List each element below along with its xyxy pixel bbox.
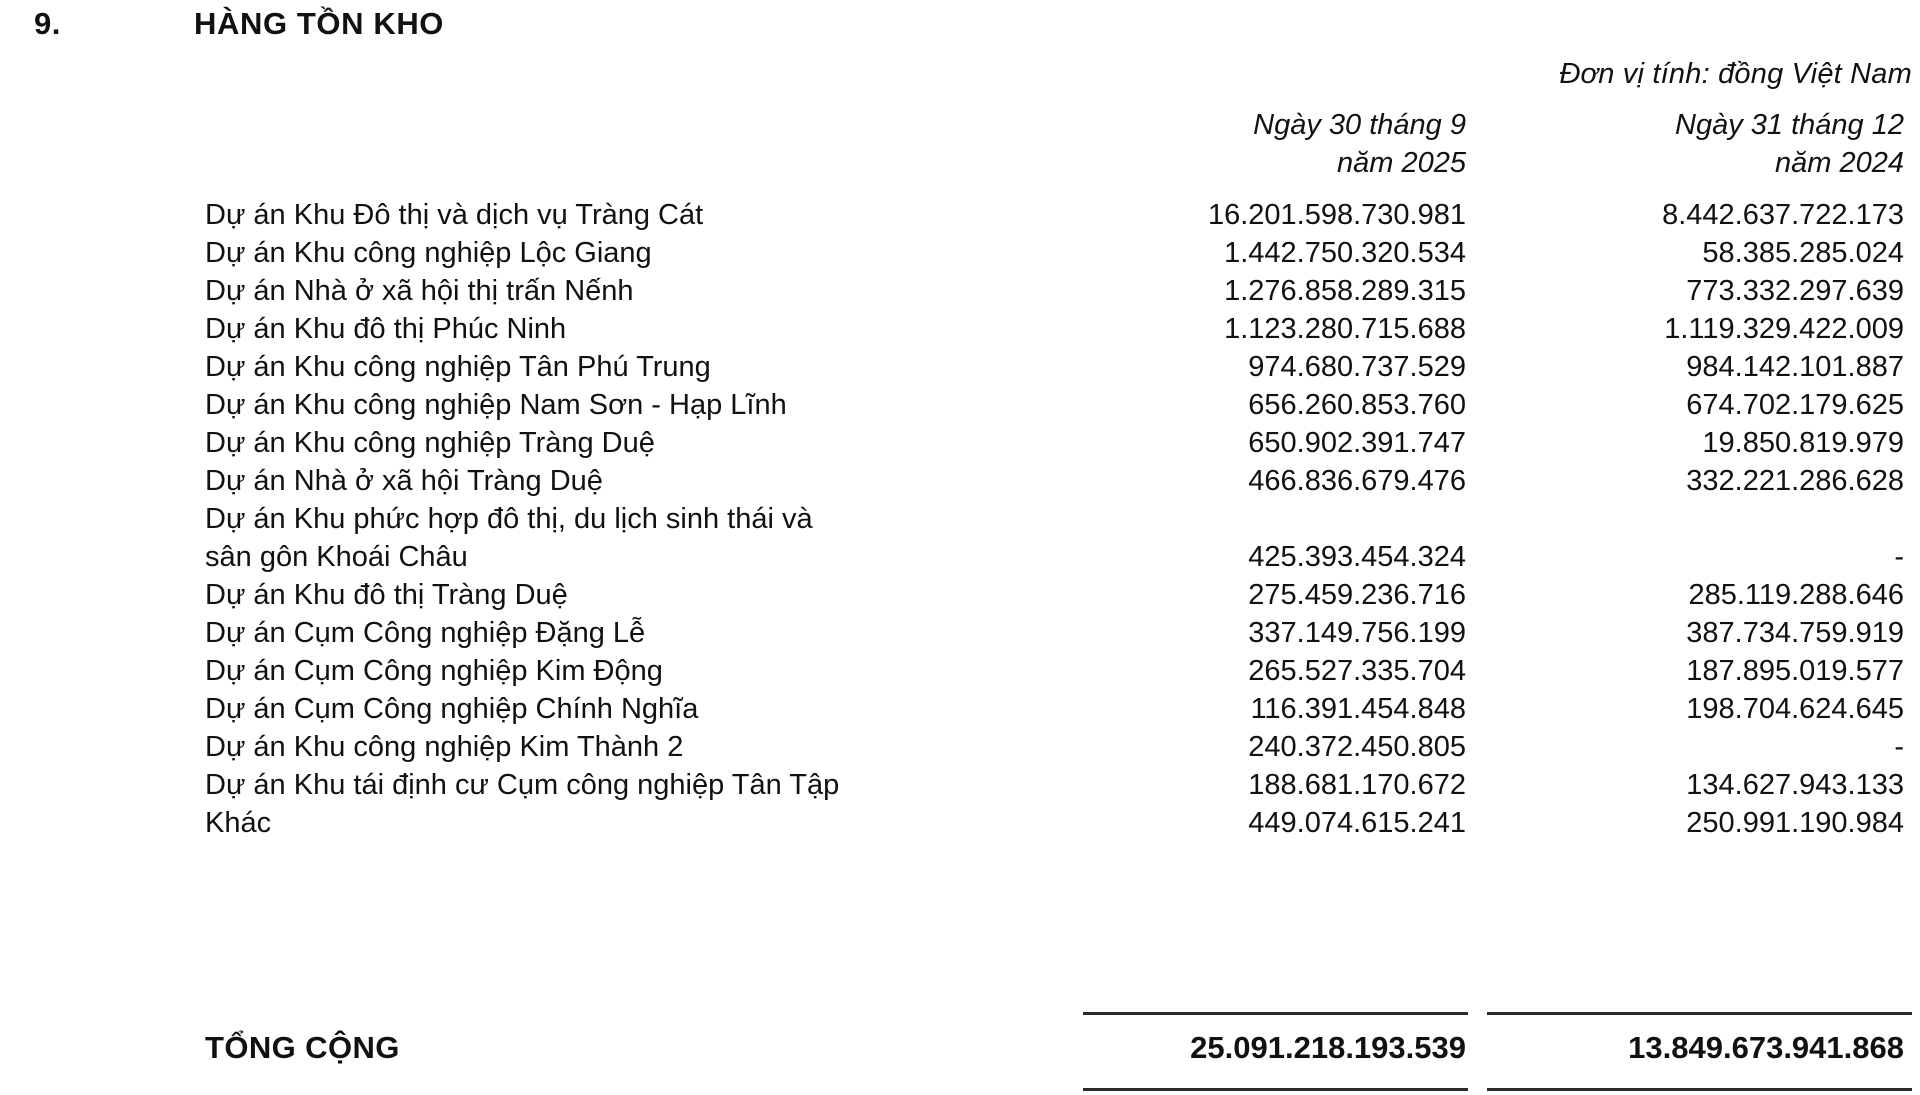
row-value-current: 1.442.750.320.534 [1224,237,1466,269]
page-title: HÀNG TỒN KHO [194,6,445,41]
total-rule-top-current [1083,1012,1468,1015]
inventory-table [0,196,1920,842]
row-value-current: 116.391.454.848 [1250,693,1466,725]
row-label: Dự án Khu công nghiệp Tân Phú Trung [205,351,711,383]
total-rule-bottom-current [1083,1088,1468,1091]
row-value-current: 466.836.679.476 [1248,465,1466,497]
row-value-current: 1.123.280.715.688 [1224,313,1466,345]
column-header-current-period [1080,106,1480,183]
row-value-current: 425.393.454.324 [1248,541,1466,573]
total-rule-top-prior [1487,1012,1912,1015]
row-value-prior: 1.119.329.422.009 [1664,313,1904,345]
row-value-current: 337.149.756.199 [1248,617,1466,649]
row-value-prior: 8.442.637.722.173 [1662,199,1904,231]
table-row [0,576,1920,614]
row-value-prior: 187.895.019.577 [1686,655,1904,687]
column-headers [0,106,1920,183]
row-label: Dự án Khu đô thị Tràng Duệ [205,579,568,611]
row-value-prior: 198.704.624.645 [1686,693,1904,725]
row-value-current: 974.680.737.529 [1248,351,1466,383]
table-row [0,614,1920,652]
row-label: Dự án Khu phức hợp đô thị, du lịch sinh thái và [205,503,813,535]
row-value-prior: - [1894,731,1904,763]
row-label: Dự án Khu công nghiệp Tràng Duệ [205,427,655,459]
column-header-current-line2: năm 2025 [1337,147,1466,180]
table-row [0,690,1920,728]
row-label: Dự án Cụm Công nghiệp Đặng Lễ [205,617,646,649]
table-row [0,766,1920,804]
row-label: Dự án Khu công nghiệp Lộc Giang [205,237,652,269]
table-row [0,728,1920,766]
row-value-current: 188.681.170.672 [1248,769,1466,801]
row-value-prior: 134.627.943.133 [1686,769,1904,801]
row-label: Dự án Khu tái định cư Cụm công nghiệp Tân Tập [205,769,840,801]
row-label: Dự án Cụm Công nghiệp Kim Động [205,655,663,687]
row-value-prior: 58.385.285.024 [1702,237,1904,269]
column-header-prior-period [1480,106,1912,183]
table-row [0,500,1920,538]
total-value-current: 25.091.218.193.539 [1190,1030,1466,1065]
column-header-prior-line2: năm 2024 [1775,147,1904,180]
table-row [0,804,1920,842]
row-value-prior: 984.142.101.887 [1686,351,1904,383]
row-value-current: 265.527.335.704 [1248,655,1466,687]
row-label: Dự án Nhà ở xã hội Tràng Duệ [205,465,603,497]
row-label: Dự án Khu công nghiệp Nam Sơn - Hạp Lĩnh [205,389,787,421]
row-label: Dự án Cụm Công nghiệp Chính Nghĩa [205,693,699,725]
total-label: TỔNG CỘNG [205,1030,400,1065]
row-label: Dự án Khu công nghiệp Kim Thành 2 [205,731,684,763]
row-value-current: 449.074.615.241 [1248,807,1466,839]
row-value-prior: 387.734.759.919 [1686,617,1904,649]
table-row [0,348,1920,386]
row-value-prior: - [1894,541,1904,573]
header-spacer [0,106,1080,183]
row-value-prior: 674.702.179.625 [1686,389,1904,421]
row-value-current: 1.276.858.289.315 [1224,275,1466,307]
column-header-current-line1: Ngày 30 tháng 9 [1253,109,1466,141]
table-row [0,310,1920,348]
row-label: Khác [205,807,272,839]
row-value-current: 16.201.598.730.981 [1207,199,1466,231]
table-row [0,272,1920,310]
row-label: Dự án Nhà ở xã hội thị trấn Nếnh [205,275,634,307]
row-value-current: 656.260.853.760 [1248,389,1466,421]
note-number: 9. [34,6,61,41]
row-value-prior: 250.991.190.984 [1686,807,1904,839]
table-row [0,386,1920,424]
row-value-current: 275.459.236.716 [1248,579,1466,611]
table-row [0,462,1920,500]
row-label: Dự án Khu Đô thị và dịch vụ Tràng Cát [205,199,704,231]
row-label: Dự án Khu đô thị Phúc Ninh [205,313,567,345]
table-row [0,538,1920,576]
total-row [0,1030,1920,1066]
currency-unit-note: Đơn vị tính: đồng Việt Nam [1559,58,1912,90]
note-heading [34,6,444,42]
total-rule-bottom-prior [1487,1088,1912,1091]
row-value-current: 650.902.391.747 [1248,427,1466,459]
row-label: sân gôn Khoái Châu [205,541,468,573]
row-value-current: 240.372.450.805 [1248,731,1466,763]
table-row [0,234,1920,272]
table-row [0,196,1920,234]
column-header-prior-line1: Ngày 31 tháng 12 [1675,109,1904,141]
table-row [0,652,1920,690]
row-value-prior: 773.332.297.639 [1686,275,1904,307]
row-value-prior: 332.221.286.628 [1686,465,1904,497]
row-value-prior: 19.850.819.979 [1702,427,1904,459]
table-row [0,424,1920,462]
row-value-prior: 285.119.288.646 [1688,579,1904,611]
total-value-prior: 13.849.673.941.868 [1628,1030,1904,1065]
